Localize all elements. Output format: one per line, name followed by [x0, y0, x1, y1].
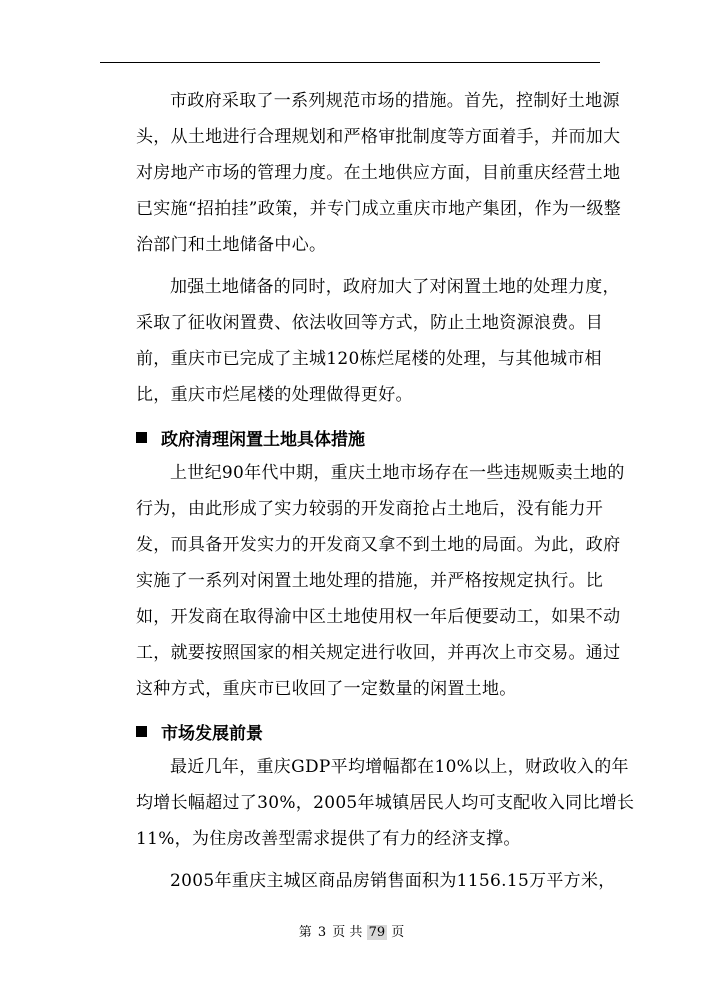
square-bullet-icon — [136, 726, 147, 737]
paragraph-idle-land-measures: 上世纪90年代中期，重庆土地市场存在一些违规贩卖土地的行为，由此形成了实力较弱的开发商抢占土地后，没有能力开发，而具备开发实力的开发商又拿不到土地的局面。为此，政府实施了一系列对闲置土地处理的措施，并严格按规定执行。比如，开发商在取得渝中区土地使用权一年后便要动工，如果不动工，就要按照国家的相关规定进行收回，并再次上市交易。通过这种方式，重庆市已收回了一定数量的闲置土地。 — [136, 463, 625, 699]
section-heading-market-outlook — [136, 713, 636, 749]
header-rule — [100, 62, 600, 63]
current-page-number: 3 — [317, 925, 327, 940]
paragraph-land-reserve: 加强土地储备的同时，政府加大了对闲置土地的处理力度，采取了征收闲置费、依法收回等方式，防止土地资源浪费。目前，重庆市已完成了主城120栋烂尾楼的处理，与其他城市相比，重庆市烂尾楼的处理做得更好。 — [136, 277, 620, 405]
paragraph-gdp-growth: 最近几年，重庆GDP平均增幅都在10%以上，财政收入的年均增长幅超过了30%，2005年城镇居民人均可支配收入同比增长11%，为住房改善型需求提供了有力的经济支撑。 — [136, 757, 635, 849]
section-heading-idle-land — [136, 419, 636, 455]
footer-middle: 页 共 — [332, 925, 363, 940]
total-page-count: 79 — [368, 925, 386, 940]
section-heading-text: 市场发展前景 — [161, 723, 263, 744]
paragraph-sales-area: 2005年重庆主城区商品房销售面积为1156.15万平方米， — [170, 871, 616, 891]
document-body — [136, 83, 636, 905]
paragraph-market-regulation: 市政府采取了一系列规范市场的措施。首先，控制好土地源头，从土地进行合理规划和严格审批制度等方面着手，并而加大对房地产市场的管理力度。在土地供应方面，目前重庆经营土地已实施“招拍挂”政策，并专门成立重庆市地产集团，作为一级整治部门和土地储备中心。 — [136, 91, 622, 255]
page-footer — [0, 921, 703, 940]
square-bullet-icon — [136, 432, 147, 443]
section-heading-text: 政府清理闲置土地具体措施 — [161, 429, 365, 450]
footer-prefix: 第 — [298, 925, 312, 940]
footer-suffix: 页 — [391, 925, 405, 940]
